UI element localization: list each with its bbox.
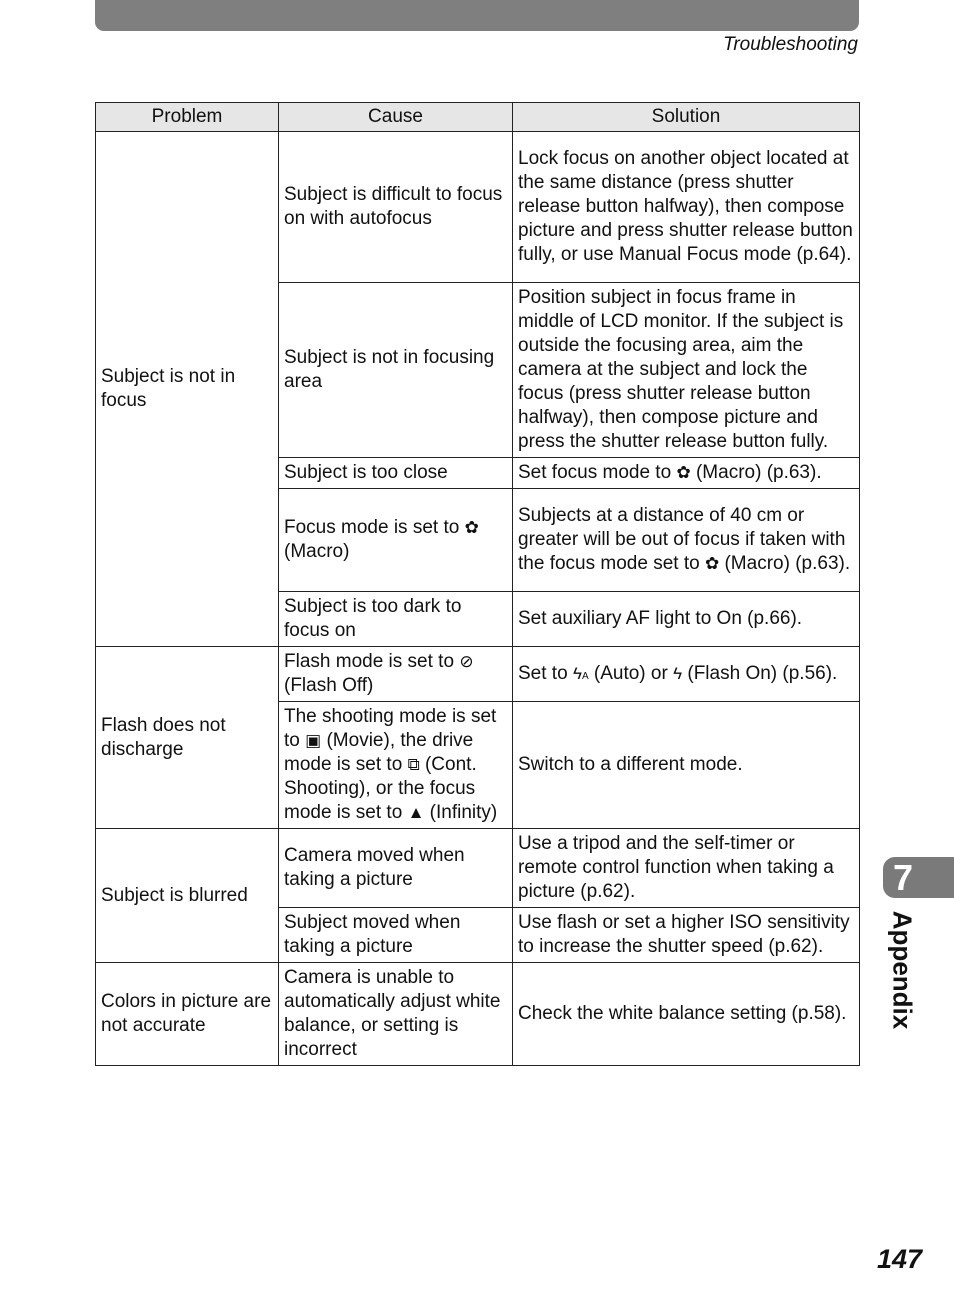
flash-auto-icon: ϟA xyxy=(572,664,589,683)
solution-text: (Auto) or xyxy=(593,663,668,684)
troubleshooting-table xyxy=(95,102,860,1066)
problem-cell: Colors in picture are not accurate xyxy=(96,963,279,1066)
cause-text: (Movie), the drive mode is set to xyxy=(284,730,474,775)
cause-cell: Camera is unable to automatically adjust white balance, or setting is incorrect xyxy=(279,963,513,1066)
solution-cell xyxy=(513,489,860,592)
cause-cell: Subject is too close xyxy=(279,458,513,489)
cause-cell: Subject is not in focusing area xyxy=(279,283,513,458)
cause-cell xyxy=(279,647,513,702)
solution-text: Subjects at a distance of 40 cm or greater will be out of focus if taken with the focus mode set to xyxy=(518,505,846,574)
cause-cell: Subject moved when taking a picture xyxy=(279,908,513,963)
chapter-label: Appendix xyxy=(887,910,918,1030)
header-bar xyxy=(95,0,859,31)
solution-text: (Flash On) (p.56). xyxy=(687,663,838,684)
table-row xyxy=(96,829,860,908)
chapter-number: 7 xyxy=(893,857,914,898)
column-header-solution: Solution xyxy=(513,103,860,132)
section-title: Troubleshooting xyxy=(723,34,858,55)
cause-text: Focus mode is set to xyxy=(284,517,460,538)
table-row xyxy=(96,647,860,702)
solution-text: Set to xyxy=(518,663,568,684)
column-header-problem: Problem xyxy=(96,103,279,132)
flash-on-icon: ϟ xyxy=(673,664,683,683)
macro-flower-icon: ✿ xyxy=(676,463,691,482)
solution-cell: Set auxiliary AF light to On (p.66). xyxy=(513,592,860,647)
solution-text: (Macro) (p.63). xyxy=(695,462,822,483)
solution-cell: Use a tripod and the self-timer or remote control function when taking a picture (p.62). xyxy=(513,829,860,908)
cause-text: (Infinity) xyxy=(429,802,498,823)
table-row xyxy=(96,132,860,283)
cause-cell: Subject is too dark to focus on xyxy=(279,592,513,647)
column-header-cause: Cause xyxy=(279,103,513,132)
problem-cell: Subject is not in focus xyxy=(96,132,279,647)
cause-cell xyxy=(279,489,513,592)
chapter-tab xyxy=(883,857,954,898)
macro-flower-icon: ✿ xyxy=(464,518,479,537)
solution-text: Set focus mode to xyxy=(518,462,672,483)
table-row xyxy=(96,963,860,1066)
solution-text: (Macro) (p.63). xyxy=(724,553,851,574)
cause-text: (Cont. Shooting), or the focus mode is set to xyxy=(284,754,477,823)
solution-cell xyxy=(513,647,860,702)
problem-cell: Subject is blurred xyxy=(96,829,279,963)
solution-cell xyxy=(513,458,860,489)
solution-cell: Lock focus on another object located at the same distance (press shutter release button halfway), then compose picture and press shutter release button fully, or use Manual Focus mode (p.64). xyxy=(513,132,860,283)
solution-cell: Check the white balance setting (p.58). xyxy=(513,963,860,1066)
cause-cell: Camera moved when taking a picture xyxy=(279,829,513,908)
solution-cell: Switch to a different mode. xyxy=(513,702,860,829)
cause-text: (Macro) xyxy=(284,541,350,562)
cause-text: The shooting mode is set to xyxy=(284,706,497,751)
movie-camera-icon: ▣ xyxy=(305,731,322,750)
problem-cell: Flash does not discharge xyxy=(96,647,279,829)
flash-off-icon: ⊘ xyxy=(459,652,474,671)
cause-text: (Flash Off) xyxy=(284,675,374,696)
macro-flower-icon: ✿ xyxy=(704,554,720,573)
cause-cell: Subject is difficult to focus on with autofocus xyxy=(279,132,513,283)
solution-cell: Use flash or set a higher ISO sensitivity to increase the shutter speed (p.62). xyxy=(513,908,860,963)
solution-cell: Position subject in focus frame in middle of LCD monitor. If the subject is outside the focusing area, aim the camera at the subject and lock the focus (press shutter release button halfway), then compose picture and press the shutter release button fully. xyxy=(513,283,860,458)
cause-cell xyxy=(279,702,513,829)
infinity-mountain-icon: ▲ xyxy=(407,803,425,822)
continuous-shooting-icon: ⧉ xyxy=(407,755,420,774)
cause-text: Flash mode is set to xyxy=(284,651,455,672)
page-number: 147 xyxy=(876,1244,922,1274)
table-header-row xyxy=(96,103,860,132)
